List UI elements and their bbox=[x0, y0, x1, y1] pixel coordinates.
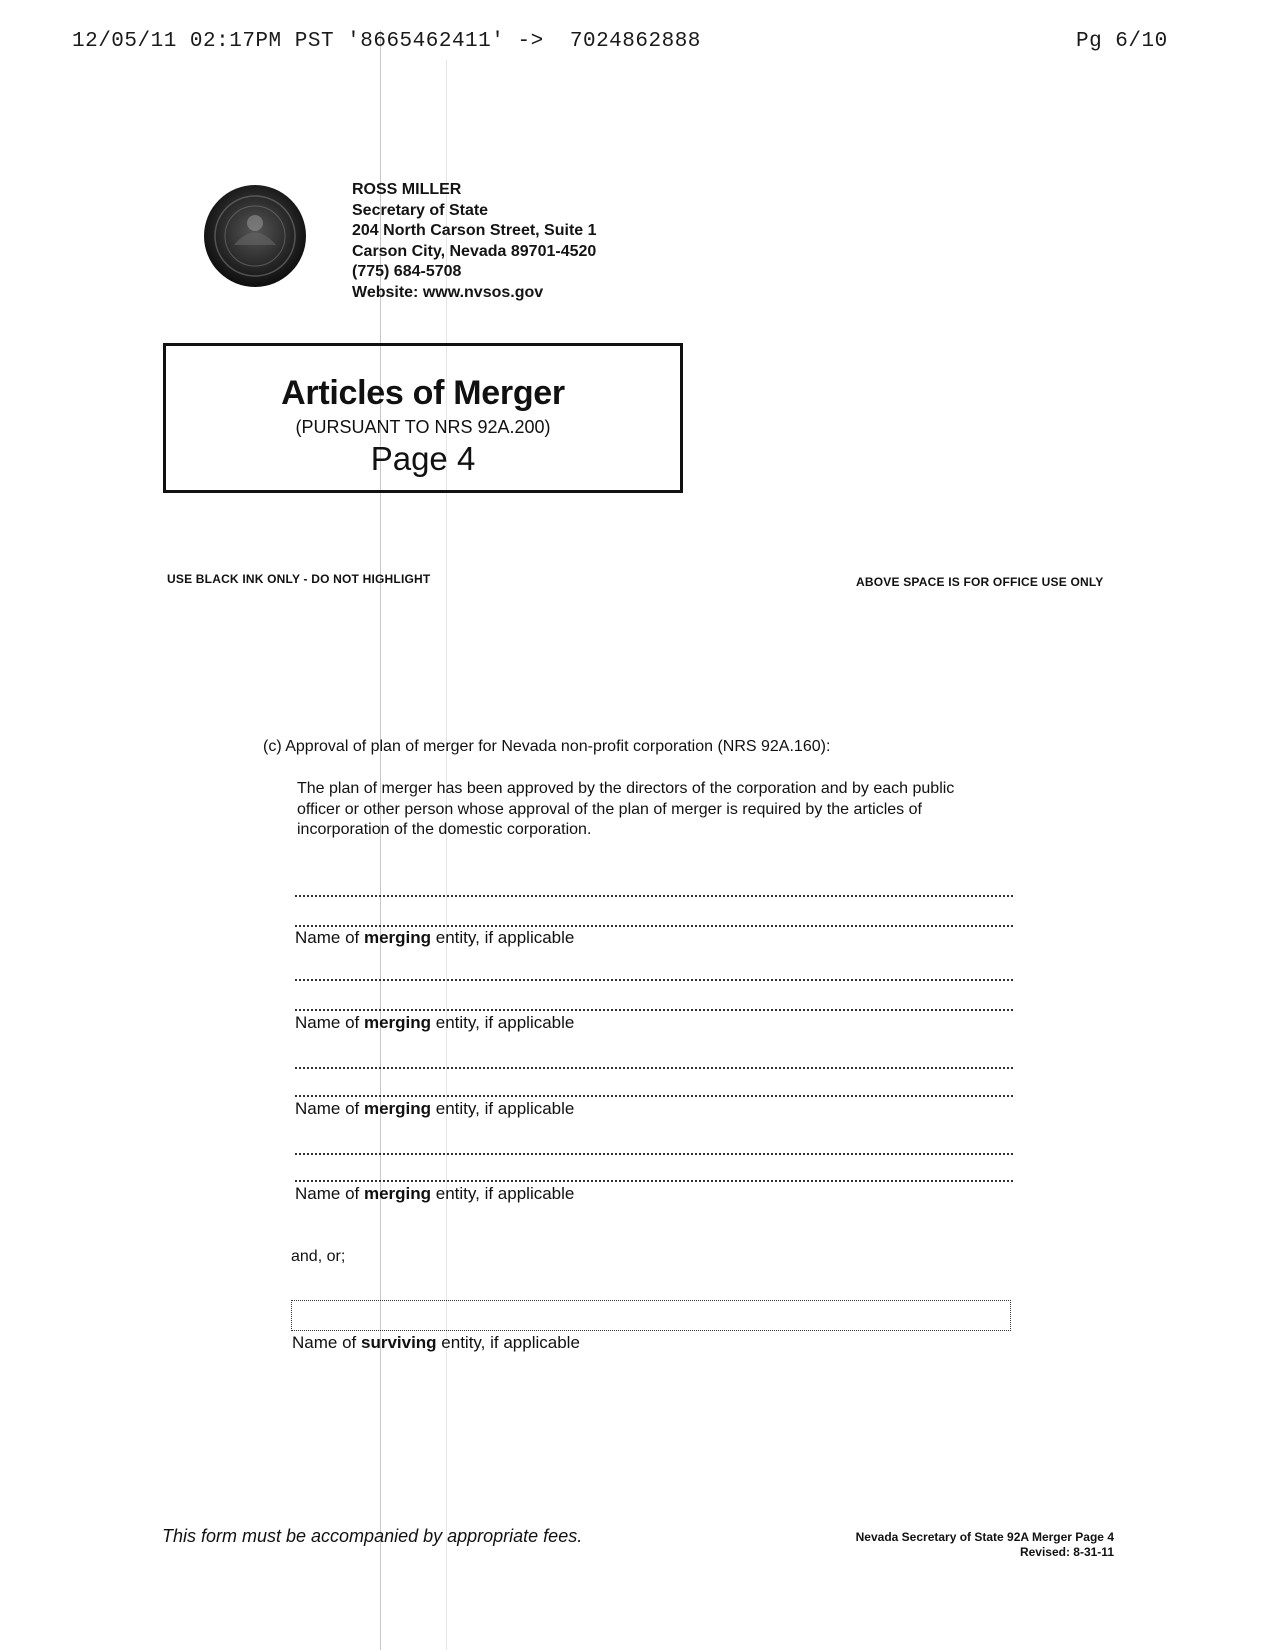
merging-entity-label: Name of merging entity, if applicable bbox=[295, 1099, 575, 1118]
office-use-notice: ABOVE SPACE IS FOR OFFICE USE ONLY bbox=[856, 575, 1104, 589]
fax-header-page: Pg 6/10 bbox=[1076, 30, 1168, 53]
merging-entity-line[interactable] bbox=[295, 1153, 1013, 1155]
merging-entity-line[interactable] bbox=[295, 1180, 1013, 1182]
office-address-block bbox=[352, 180, 597, 303]
merging-entity-line[interactable] bbox=[295, 925, 1013, 927]
merging-entity-label: Name of merging entity, if applicable bbox=[295, 1184, 575, 1203]
form-subtitle: (PURSUANT TO NRS 92A.200) bbox=[295, 417, 551, 437]
merging-entity-line[interactable] bbox=[295, 895, 1013, 897]
office-name: ROSS MILLER bbox=[352, 181, 462, 198]
section-paragraph: The plan of merger has been approved by the directors of the corporation and by each public officer or other person whose approval of the plan of merger is required by the articles of incorporation of the domestic corporation. bbox=[297, 780, 955, 838]
fees-notice: This form must be accompanied by appropriate fees. bbox=[162, 1526, 583, 1546]
merging-entity-line[interactable] bbox=[295, 1095, 1013, 1097]
fax-header-left: 12/05/11 02:17PM PST '8665462411' -> 7024862888 bbox=[72, 30, 701, 53]
form-page-number: Page 4 bbox=[370, 440, 476, 477]
ink-notice: USE BLACK INK ONLY - DO NOT HIGHLIGHT bbox=[167, 572, 431, 586]
form-footer-id bbox=[856, 1530, 1114, 1560]
merging-entity-label: Name of merging entity, if applicable bbox=[295, 928, 575, 947]
and-or-text: and, or; bbox=[291, 1248, 346, 1265]
section-heading: (c) Approval of plan of merger for Nevada non-profit corporation (NRS 92A.160): bbox=[263, 738, 831, 755]
surviving-entity-field[interactable] bbox=[291, 1300, 1011, 1331]
revised-date: Revised: 8-31-11 bbox=[1019, 1545, 1114, 1559]
office-title: Secretary of State bbox=[352, 201, 489, 219]
form-title: Articles of Merger bbox=[281, 374, 565, 412]
office-street: 204 North Carson Street, Suite 1 bbox=[352, 222, 597, 239]
merging-entity-line[interactable] bbox=[295, 1067, 1013, 1069]
state-seal-icon bbox=[204, 185, 306, 287]
merging-entity-line[interactable] bbox=[295, 979, 1013, 981]
office-website: Website: www.nvsos.gov bbox=[352, 283, 544, 301]
merging-entity-line[interactable] bbox=[295, 1009, 1013, 1011]
office-phone: (775) 684-5708 bbox=[352, 263, 462, 280]
form-id: Nevada Secretary of State 92A Merger Page 4 bbox=[855, 1530, 1114, 1544]
surviving-entity-label: Name of surviving entity, if applicable bbox=[292, 1333, 580, 1352]
office-city: Carson City, Nevada 89701-4520 bbox=[352, 242, 597, 260]
form-title-box bbox=[163, 343, 683, 493]
merging-entity-label: Name of merging entity, if applicable bbox=[295, 1013, 575, 1032]
